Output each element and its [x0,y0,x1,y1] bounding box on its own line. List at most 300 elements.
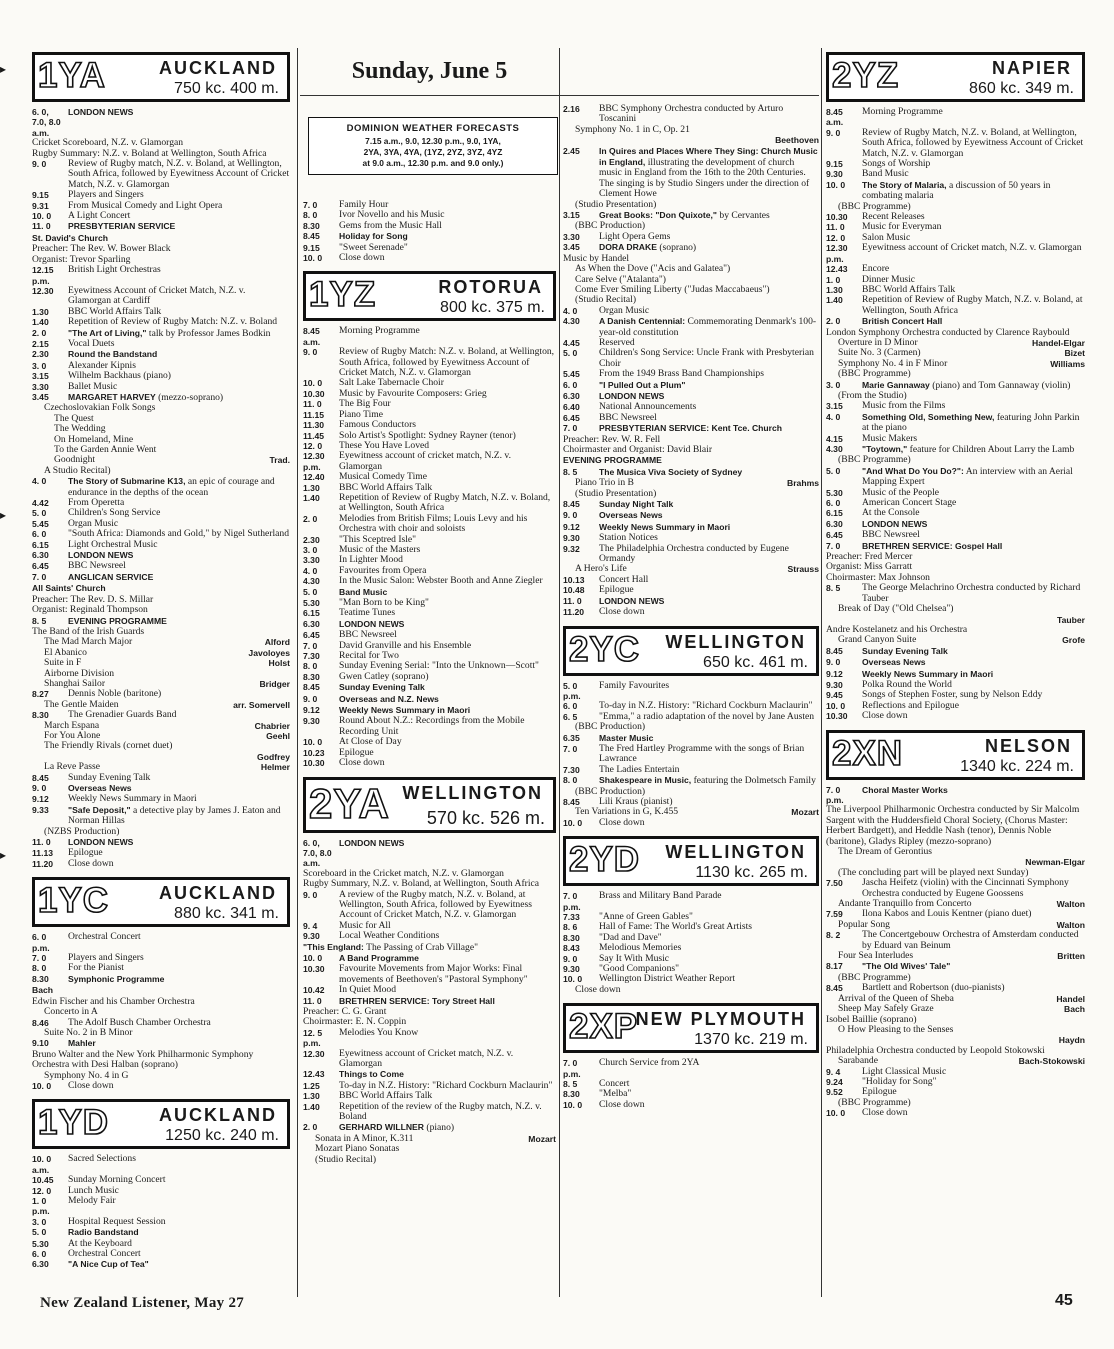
station-city: WELLINGTON [402,782,543,803]
column-3 [563,104,819,1118]
programme-entry [303,514,556,535]
entry-time: 4.30 [303,576,320,587]
station-callsign: 2YD [569,840,641,880]
block-spacer [32,869,290,877]
programme-list [563,891,819,995]
entry-text [599,369,819,379]
entry-item: (BBC Production) [575,785,646,797]
entry-time: 8.45 [563,796,580,807]
programme-entry [32,1154,290,1175]
programme-entry [826,930,1085,951]
programme-entry [303,608,556,618]
programme-entry [303,672,556,682]
entry-bold-title: Symphonic Programme [68,973,165,984]
station-callsign: 2YA [309,779,390,827]
entry-time: 11.30 [303,420,325,431]
entry-bold-title: LONDON NEWS [599,595,665,606]
entry-text [339,672,556,682]
entry-text [339,1028,556,1049]
entry-description: Musical Comedy Time [339,471,427,483]
entry-text [862,930,1085,951]
entry-description: Gwen Catley (soprano) [339,670,429,682]
block-spacer [563,618,819,626]
programme-entry [32,572,290,583]
programme-entry [563,585,819,595]
entry-item: The Wedding [54,423,106,435]
programme-entry [32,265,290,286]
entry-composer: Newman-Elgar [1025,857,1085,868]
entry-time: 8.17 [826,961,843,972]
entry-text [339,253,556,263]
entry-time: 9. 0 [826,657,841,668]
entry-text [339,1049,556,1070]
entry-text [862,180,1085,202]
programme-entry [563,544,819,565]
entry-description: Light Classical Music [862,1065,947,1077]
programme-entry [32,932,290,953]
entry-text [339,931,556,941]
entry-description: Polka Round the World [862,678,952,690]
entry-description: Preacher: The Rev. D. S. Millar [32,593,154,605]
entry-time: 8. 5 [826,583,841,594]
entry-text [339,964,556,985]
entry-text [68,221,290,232]
entry-time: 3.30 [32,381,49,392]
entry-text [599,818,819,828]
programme-entry [563,380,819,391]
station-header [826,730,1085,780]
programme-entry [32,773,290,783]
programme-entry [303,253,556,263]
entry-text [339,493,556,514]
entry-description: Wellington District Weather Report [599,973,736,985]
entry-time: 7.59 [826,909,843,920]
station-frequency: 570 kc. 526 m. [426,807,545,828]
programme-entry [826,169,1085,179]
programme-entry [32,794,290,804]
entry-time: 6. 0, 7.0, 8.0 a.m. [32,107,61,138]
entry-bold-title: Overseas News [68,783,132,793]
entry-bold-title: A Band Programme [339,952,419,963]
weather-line: 7.15 a.m., 9.0, 12.30 p.m., 9.0, 1YA, [365,136,501,146]
entry-text [599,232,819,242]
entry-time: 12.30 p.m. [826,243,848,264]
entry-description: American Concert Stage [862,497,957,509]
entry-time: 8.30 [32,973,49,984]
entry-description: Salt Lake Tabernacle Choir [339,377,444,389]
entry-time: 11. 0 [32,221,51,232]
entry-description: The Adolf Busch Chamber Orchestra [68,1016,211,1028]
programme-entry [303,347,556,378]
programme-entry [32,1259,290,1270]
entry-bold-title: The Story of Submarine K13, [68,476,186,487]
entry-item: The Gentle Maiden [44,698,119,710]
programme-entry [303,890,556,921]
entry-item: Goodnight [54,454,96,466]
entry-description: Preacher: Fred Mercer [826,551,913,563]
entry-text [68,932,290,953]
entry-description: Favourites from Opera [339,564,427,576]
entry-text [68,805,290,827]
entry-description: BBC World Affairs Talk [339,1090,433,1102]
entry-time: 10. 0 [303,737,323,748]
entry-description: Morning Programme [339,325,420,337]
programme-entry [303,838,556,869]
entry-text [339,716,556,737]
entry-description: The Ladies Entertain [599,763,680,775]
entry-bold-title: Mahler [68,1038,96,1049]
entry-description: Epilogue [68,847,103,859]
entry-text [599,974,819,984]
entry-time: 6.35 [563,732,580,743]
entry-time: 10. 0 [826,1108,846,1119]
entry-description: In Lighter Mood [339,554,403,566]
programme-entry [563,489,819,499]
entry-time: 3.15 [826,401,843,412]
entry-time: 3.30 [303,555,320,566]
entry-bold-title: Holiday for Song [339,231,408,242]
entry-bold-title: "Toytown," [862,444,908,454]
entry-item: Airborne Division [44,667,115,679]
station-callsign: 1YC [38,881,110,921]
entry-description: Salon Music [862,231,911,243]
programme-entry [826,128,1085,159]
entry-description: Light Opera Gems [599,230,671,242]
entry-description: From the 1949 Brass Band Championships [599,368,764,380]
entry-description: Preacher: Rev. W. R. Fell [563,433,661,445]
programme-entry [826,180,1085,202]
entry-time: 6.45 [303,630,320,641]
programme-entry [563,104,819,125]
entry-item: Andante Tranquillo from Concerto [838,898,972,910]
entry-time: 4. 0 [303,565,318,576]
entry-bold-title: Radio Bandstand [68,1227,139,1238]
entry-description: David Granville and his Ensemble [339,639,472,651]
entry-description: Wilhelm Backhaus (piano) [68,370,171,382]
entry-item: Break of Day ("Old Chelsea") [838,603,954,615]
programme-entry [826,508,1085,518]
entry-time: 4. 0 [563,305,578,316]
entry-description: Lunch Music [68,1184,119,1196]
programme-list [563,104,819,618]
entry-text [862,243,1085,264]
entry-text [862,909,1085,919]
entry-time: 7. 0 p.m. [563,891,581,912]
entry-description: Epilogue [339,746,374,758]
entry-description: Organist: Reginald Thompson [32,604,148,616]
entry-description: Review of Rugby Match, N.Z. v. Boland, at Wellington, South Africa, followed by Eyewitness Account of Cricket Match, N.Z. v. Glamorgan [862,126,1084,159]
entry-time: 3.15 [32,371,49,382]
programme-entry [563,316,819,338]
entry-text [68,1081,290,1091]
entry-bold-title: GERHARD WILLNER [339,1122,424,1133]
entry-bold-title: LONDON NEWS [68,107,134,117]
programme-entry [563,744,819,765]
entry-time: 9.12 [303,705,320,716]
programme-entry [303,942,556,953]
entry-description: Ilona Kabos and Louis Kentner (piano duet) [862,908,1032,920]
entry-description: Jascha Heifetz (violin) with the Cincinnati Symphony Orchestra conducted by Eugene Goossens [862,877,1069,899]
programme-entry [303,694,556,705]
entry-description: Close down [862,1107,908,1119]
entry-time: 12. 0 [303,440,323,451]
station-callsign: 2YZ [832,56,900,95]
entry-time: 6. 0 p.m. [32,932,50,953]
programme-list [32,932,290,1091]
entry-time: 8. 5 [563,1079,578,1090]
programme-entry [563,306,819,316]
entry-bold-title: Marie Gannaway [862,379,930,390]
programme-list [303,326,556,768]
entry-text [339,694,556,705]
entry-bold-title: LONDON NEWS [339,837,405,848]
entry-time: 8. 0 [563,775,578,786]
entry-time: 7.30 [563,764,580,775]
entry-description: BBC Newsreel [862,529,920,541]
entry-description: Local Weather Conditions [339,930,440,942]
entry-description: At the Console [862,507,920,519]
entry-description: by Cervantes [719,210,770,222]
entry-text [68,1259,290,1270]
entry-description: Music for All [339,919,391,931]
entry-text [862,508,1085,518]
page-title: Sunday, June 5 [351,58,508,84]
entry-description: A Light Concert [68,210,131,222]
programme-list [32,107,290,869]
programme-entry [826,295,1085,316]
entry-description: Brass and Military Band Parade [599,890,722,902]
programme-list [303,838,556,1166]
entry-time: 9.15 [303,242,320,253]
programme-entry [826,711,1085,721]
station-city: NAPIER [991,58,1072,78]
entry-description: Close down [599,1098,645,1110]
programme-entry [826,805,1085,847]
entry-description: Close down [599,606,645,618]
entry-time: 3.30 [563,231,580,242]
entry-item: (BBC Programme) [838,368,911,380]
entry-text [862,785,1085,806]
entry-description: Sunday Evening Serial: "Into the Unknown—Scott" [339,660,539,672]
entry-time: 9.12 [563,521,580,532]
programme-entry [563,348,819,369]
entry-description: The Liverpool Philharmonic Orchestra conducted by Sir Malcolm Sargent with the Huddersfield Choral Society, (Chorus Master: Herbert Bardgett), and Heddle Nash (tenor), Dennis Noble (baritone), Gladys Ripley (mezzo-soprano) [826,804,1080,847]
entry-time: 7. 0 p.m. [826,784,844,805]
station-header [826,52,1085,102]
entry-time: 8.27 [32,689,49,700]
entry-bold-title: Weekly News Summary in Maori [339,705,471,716]
entry-composer: Godfrey [257,751,290,762]
programme-entry [563,510,819,521]
entry-item: Come Ever Smiling Liberty ("Judas Maccabaeus") [575,283,770,295]
station-frequency: 750 kc. 400 m. [174,80,279,97]
programme-entry [32,159,290,190]
entry-time: 2.16 [563,104,580,114]
programme-entry [303,451,556,472]
entry-text [68,265,290,286]
entry-text [339,221,556,231]
entry-description: Music by Handel [563,252,630,264]
entry-bold-title: "This England: [303,941,364,952]
entry-time: 10. 0 [563,1099,583,1110]
programme-entry [303,758,556,768]
entry-text [68,317,290,327]
programme-entry [32,1249,290,1259]
entry-composer: arr. Somervell [233,699,290,710]
entry-text [862,169,1085,179]
entry-bold-title: "And What Do You Do?": [862,465,964,476]
entry-description: The George Melachrino Orchestra conducted by Richard Tauber [862,582,1081,604]
entry-item: On Homeland, Mine [54,433,134,445]
entry-description: Eyewitness account of Cricket match, N.Z. v. Glamorgan [339,1047,514,1070]
entry-description: Station Notices [599,532,658,544]
entry-description: Repetition of Review of Rugby Match: N.Z. v. Boland [68,316,278,328]
entry-text [599,607,819,617]
entry-text [862,107,1085,128]
entry-item: To the Garden Annie Went [54,444,157,455]
entry-time: 9.30 [826,679,843,690]
entry-description: Repetition of the review of the Rugby match, N.Z. v. Boland [339,1100,542,1123]
entry-text [339,1102,556,1123]
entry-time: 8. 0 [303,661,318,672]
block-spacer [826,722,1085,730]
entry-time: 7.30 [303,651,320,662]
entry-text [599,510,819,521]
entry-time: 10. 0 [303,952,323,963]
entry-time: 9. 0 [563,953,578,964]
entry-description: featuring John Parkin at the piano [862,411,1080,434]
entry-description: BBC Newsreel [68,560,126,572]
entry-description: a detective play by James J. Eaton and Norman Hillas [68,804,281,827]
entry-item: (BBC Production) [575,721,646,733]
entry-description: Hall of Fame: The World's Great Artists [599,921,753,933]
entry-description: Andre Kostelanetz and his Orchestra [826,623,968,635]
entry-description: Concert Hall [599,573,649,585]
entry-text [862,1108,1085,1118]
entry-time: 7. 0 [826,540,841,551]
entry-item: Sheep May Safely Graze [838,1003,934,1015]
entry-text [68,1217,290,1227]
entry-description: Sacred Selections [68,1153,136,1165]
entry-composer: Beethoven [775,135,819,146]
entry-item: (NZBS Production) [44,825,120,837]
entry-description: "Melba" [599,1088,632,1100]
entry-time: 1.30 [826,284,843,295]
entry-time: 9. 0 [563,510,578,521]
programme-entry [563,200,819,210]
entry-time: 9.45 [826,690,843,701]
station-frequency: 1370 kc. 219 m. [694,1031,808,1049]
entry-time: 3. 0 [32,360,47,371]
entry-description: To-day in N.Z. History: "Richard Cockburn Maclaurin" [339,1079,553,1091]
entry-description: feature for Children About Larry the Lamb [909,444,1075,455]
programme-entry [563,125,819,135]
entry-description: Orchestral Concert [68,1248,141,1259]
programme-list [563,1058,819,1110]
entry-description: Music for Everyman [862,221,942,233]
station-header [563,1003,819,1053]
entry-time: 10. 0 [826,179,846,190]
entry-text [599,775,819,786]
programme-entry [32,286,290,307]
entry-time: 6. 0 [563,379,578,390]
block-spacer [32,1091,290,1099]
entry-description: The Concertgebouw Orchestra of Amsterdam conducted by Eduard van Beinum [862,929,1079,951]
entry-description: Choirmaster: Max Johnson [826,571,930,583]
entry-description: At the Keyboard [68,1237,132,1249]
entry-composer: Haydn [1058,1035,1085,1046]
entry-time: 8.45 [32,772,49,783]
entry-time: 7. 0 [303,200,318,210]
entry-description: BBC Newsreel [339,629,397,641]
weather-forecast-box [308,117,558,175]
entry-bold-title: LONDON NEWS [339,618,405,629]
entry-item: (BBC Programme) [838,200,911,212]
entry-text [862,530,1085,540]
entry-time: 10. 0 a.m. [32,1154,52,1175]
programme-entry [32,317,290,327]
entry-composer: Grofe [1062,635,1085,646]
entry-text [68,339,290,349]
entry-time: 10. 0 [303,253,323,264]
entry-description: "This Sceptred Isle" [339,533,417,545]
entry-description: The Grenadier Guards Band [68,709,177,721]
page-footer: New Zealand Listener, May 27 [40,1295,245,1311]
entry-description: Say It With Music [599,952,670,964]
entry-description: "Holiday for Song" [862,1075,937,1087]
entry-item: The Mad March Major [44,636,133,648]
entry-time: 12. 0 [32,1185,52,1196]
entry-time: 9.30 [303,931,320,942]
programme-entry [826,243,1085,264]
entry-description: (soprano) [659,242,697,254]
entry-composer: Alford [264,637,290,648]
entry-text [862,878,1085,899]
entry-composer: Mozart [791,807,819,818]
entry-item: (Studio Recital) [315,1153,377,1165]
entry-composer: Chabrier [254,720,290,731]
station-callsign: 1YA [38,56,106,95]
entry-bold-title: LONDON NEWS [68,550,134,561]
entry-description: The Philadelphia Orchestra conducted by Eugene Ormandy [599,542,789,565]
entry-time: 4. 0 [826,411,841,422]
entry-time: 10.30 [303,964,325,975]
entry-text [599,499,819,510]
entry-item: March Espana [44,719,100,731]
entry-time: 8.45 [826,983,843,994]
entry-time: 10.13 [563,574,585,585]
entry-item: A Studio Recital) [44,464,111,476]
entry-description: Rugby Summary: N.Z. v. Boland at Wellington, South Africa [32,147,267,159]
entry-description: BBC World Affairs Talk [862,283,956,295]
weather-heading: DOMINION WEATHER FORECASTS [346,123,520,134]
entry-bold-title: The Musica Viva Society of Sydney [599,466,743,477]
programme-entry [826,847,1085,857]
entry-time: 2. 0 [303,1122,318,1133]
programme-entry [32,339,290,349]
entry-description: Organist: Miss Garratt [826,561,913,573]
entry-time: 6.15 [826,508,843,519]
entry-time: 10.30 [826,212,848,223]
entry-time: 9. 4 [826,1066,841,1077]
entry-description: Players and Singers [68,189,144,201]
entry-time: 6. 0 [32,529,47,540]
station-callsign: 1YD [38,1103,110,1143]
entry-text [339,682,556,693]
entry-time: 9. 0 [303,347,318,358]
entry-text [339,758,556,768]
station-city: ROTORUA [438,277,543,298]
